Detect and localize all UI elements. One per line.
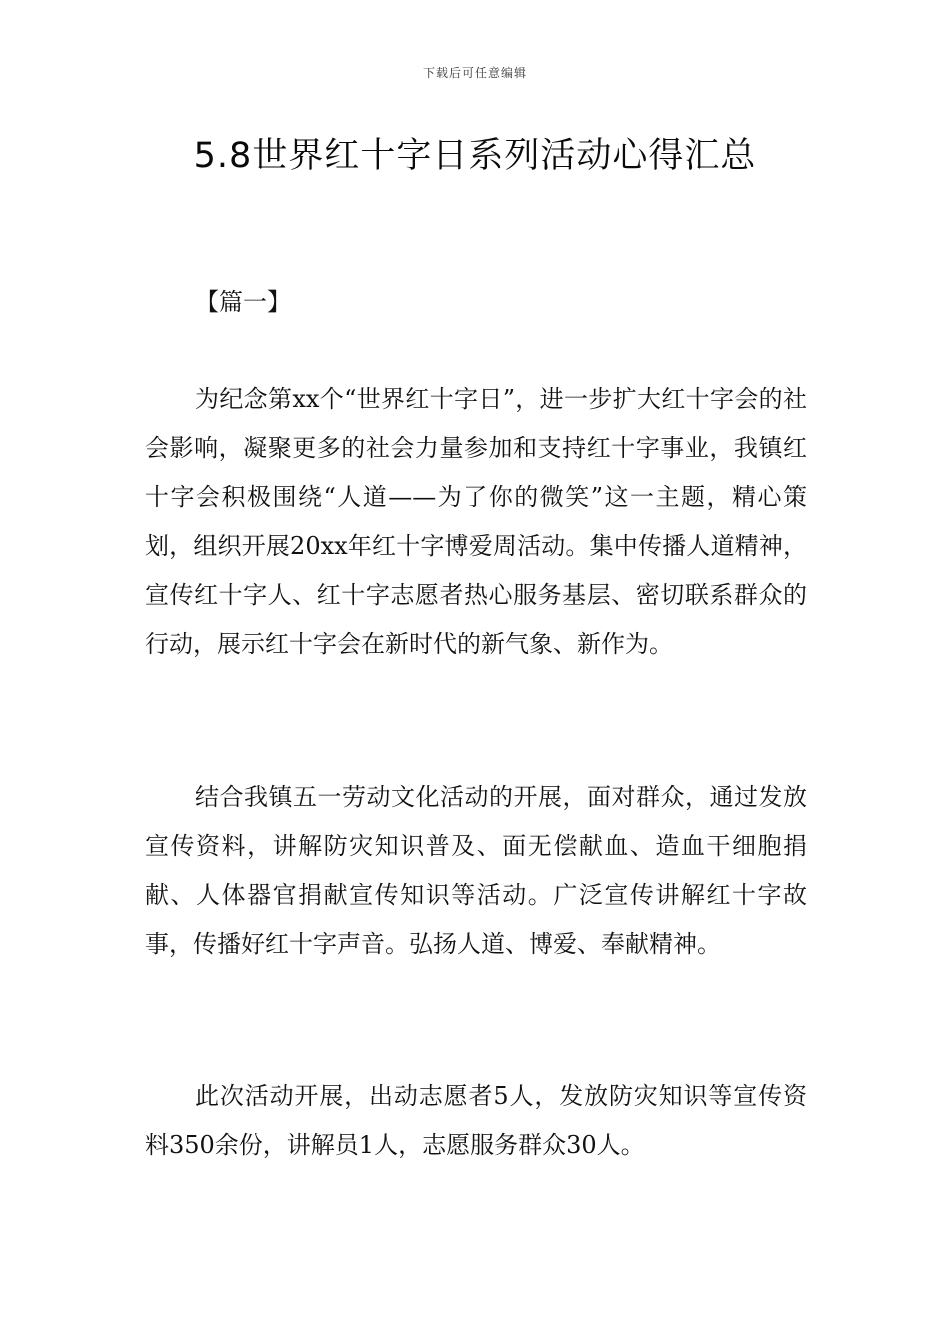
header-note: 下载后可任意编辑: [422, 66, 527, 80]
document-title: 5.8世界红十字日系列活动心得汇总: [193, 136, 757, 176]
paragraph-3: 此次活动开展，出动志愿者5人，发放防灾知识等宣传资料350余份，讲解员1人，志愿服务群众30人。: [145, 1082, 807, 1159]
section-heading: 【篇一】: [195, 288, 291, 316]
paragraph-1: 为纪念第xx个“世界红十字日”，进一步扩大红十字会的社会影响，凝聚更多的社会力量参加和支持红十字事业，我镇红十字会积极围绕“人道——为了你的微笑”这一主题，精心策划，组织开展20xx年红十字博爱周活动。集中传播人道精神，宣传红十字人、红十字志愿者热心服务基层、密切联系群众的行动，展示红十字会在新时代的新气象、新作为。: [145, 385, 807, 658]
paragraph-2: 结合我镇五一劳动文化活动的开展，面对群众，通过发放宣传资料，讲解防灾知识普及、面无偿献血、造血干细胞捐献、人体器官捐献宣传知识等活动。广泛宣传讲解红十字故事，传播好红十字声音。弘扬人道、博爱、奉献精神。: [145, 783, 807, 958]
